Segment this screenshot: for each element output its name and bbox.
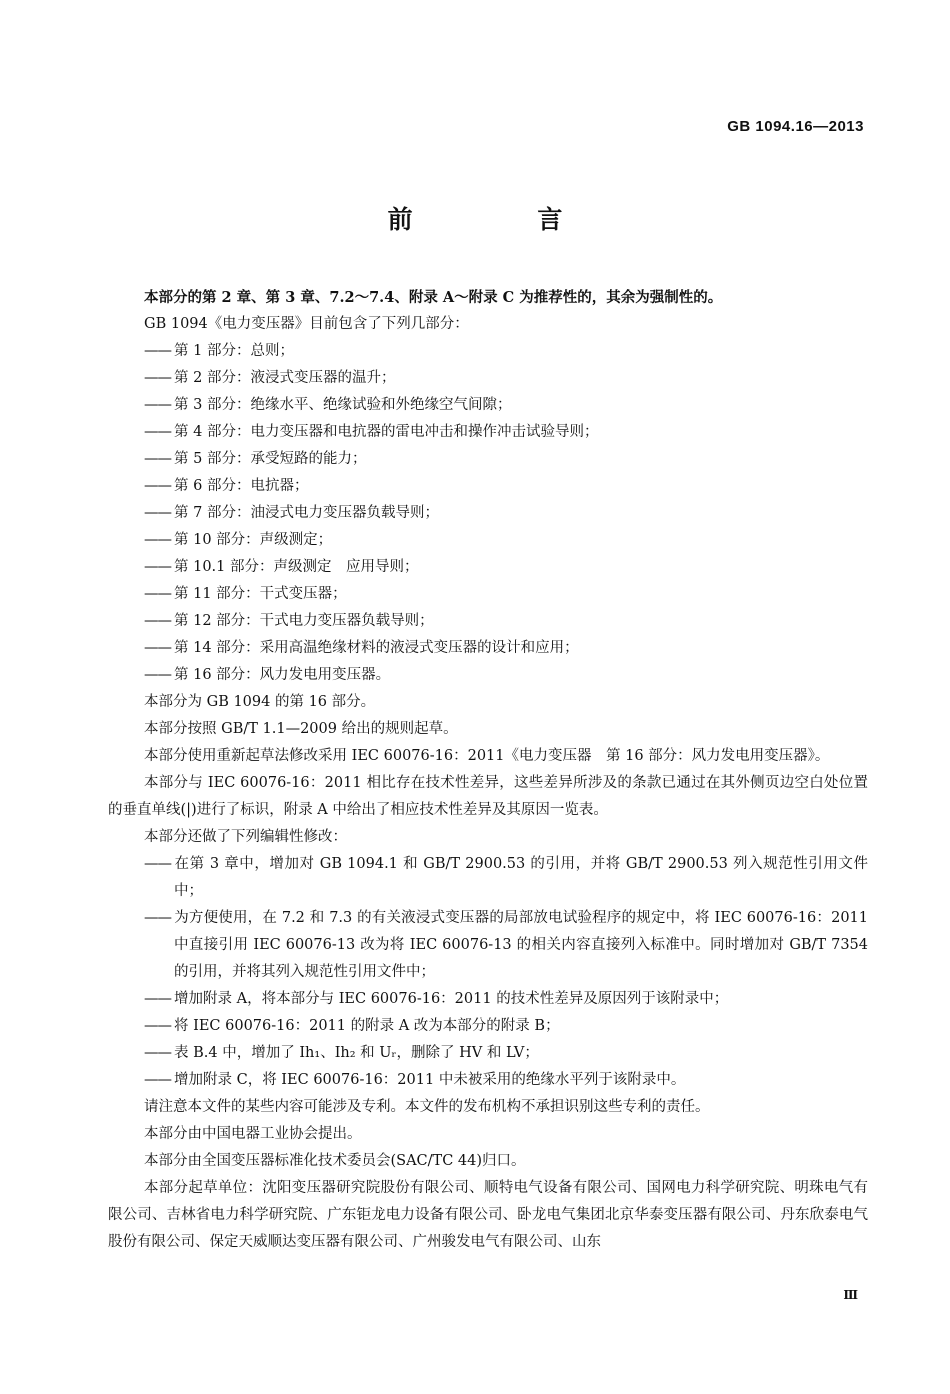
list-item: —— 第 3 部分：绝缘水平、绝缘试验和外绝缘空气间隙； <box>108 392 868 419</box>
dash-mark: —— <box>144 640 171 656</box>
paragraph-patent-notice: 请注意本文件的某些内容可能涉及专利。本文件的发布机构不承担识别这些专利的责任。 <box>144 1099 710 1115</box>
dash-mark: —— <box>144 586 171 602</box>
list-item: —— 为方便使用，在 7.2 和 7.3 的有关液浸式变压器的局部放电试验程序的规定中，将 IEC 60076-16：2011 中直接引用 IEC 60076-13 改为将 IEC 60076-13 的相关内容直接列入标准中。同时增加对 GB/T 7354 的引用，并将其列入规范性引用文件中； <box>108 905 868 986</box>
dash-mark: —— <box>144 397 171 413</box>
list-item: —— 第 2 部分：液浸式变压器的温升； <box>108 365 868 392</box>
paragraph-proposer: 本部分由中国电器工业协会提出。 <box>144 1126 362 1142</box>
paragraph-drafting-rules: 本部分按照 GB/T 1.1—2009 给出的规则起草。 <box>144 721 458 737</box>
dash-mark: —— <box>144 613 171 629</box>
paragraph-technical-differences: 本部分与 IEC 60076-16：2011 相比存在技术性差异，这些差异所涉及的条款已通过在其外侧页边空白处位置的垂直单线(|)进行了标识，附录 A 中给出了相应技术性差异及其原因一览表。 <box>108 775 868 818</box>
list-item: —— 第 10.1 部分：声级测定 应用导则； <box>108 554 868 581</box>
standard-code: GB 1094.16—2013 <box>727 118 864 135</box>
dash-mark: —— <box>144 910 171 926</box>
paragraph-part-number: 本部分为 GB 1094 的第 16 部分。 <box>144 694 376 710</box>
paragraph-drafting-units: 本部分起草单位：沈阳变压器研究院股份有限公司、顺特电气设备有限公司、国网电力科学研究院、明珠电气有限公司、吉林省电力科学研究院、广东钜龙电力设备有限公司、卧龙电气集团北京华泰变压器有限公司、丹东欣泰电气股份有限公司、保定天威顺达变压器有限公司、广州骏发电气有限公司、山东 <box>108 1180 868 1250</box>
list-item: —— 增加附录 C，将 IEC 60076-16：2011 中未被采用的绝缘水平列于该附录中。 <box>108 1067 868 1094</box>
list-item: —— 增加附录 A，将本部分与 IEC 60076-16：2011 的技术性差异及原因列于该附录中； <box>108 986 868 1013</box>
dash-mark: —— <box>144 1045 171 1061</box>
paragraph-committee: 本部分由全国变压器标准化技术委员会(SAC/TC 44)归口。 <box>144 1153 526 1169</box>
list-item: —— 第 11 部分：干式变压器； <box>108 581 868 608</box>
dash-mark: —— <box>144 505 171 521</box>
paragraph-series-intro: GB 1094《电力变压器》目前包含了下列几部分： <box>144 316 469 332</box>
dash-mark: —— <box>144 856 171 872</box>
list-item: —— 第 4 部分：电力变压器和电抗器的雷电冲击和操作冲击试验导则； <box>108 419 868 446</box>
dash-mark: —— <box>144 478 171 494</box>
foreword-body <box>108 284 868 1256</box>
paragraph-editorial-intro: 本部分还做了下列编辑性修改： <box>144 829 347 845</box>
dash-mark: —— <box>144 559 171 575</box>
list-item: —— 将 IEC 60076-16：2011 的附录 A 改为本部分的附录 B； <box>108 1013 868 1040</box>
dash-mark: —— <box>144 1018 171 1034</box>
dash-mark: —— <box>144 991 171 1007</box>
list-item: —— 在第 3 章中，增加对 GB 1094.1 和 GB/T 2900.53 的引用，并将 GB/T 2900.53 列入规范性引用文件中； <box>108 851 868 905</box>
list-item: —— 第 16 部分：风力发电用变压器。 <box>108 662 868 689</box>
list-item: —— 第 5 部分：承受短路的能力； <box>108 446 868 473</box>
page-title: 前 言 <box>387 205 621 234</box>
paragraph-recommended-parts: 本部分的第 2 章、第 3 章、7.2～7.4、附录 A～附录 C 为推荐性的，其余为强制性的。 <box>144 289 723 306</box>
dash-mark: —— <box>144 451 171 467</box>
list-item: —— 第 14 部分：采用高温绝缘材料的液浸式变压器的设计和应用； <box>108 635 868 662</box>
list-item: —— 表 B.4 中，增加了 Ih₁、Ih₂ 和 Uᵣ，删除了 HV 和 LV； <box>108 1040 868 1067</box>
list-item: —— 第 7 部分：油浸式电力变压器负载导则； <box>108 500 868 527</box>
dash-mark: —— <box>144 370 171 386</box>
dash-mark: —— <box>144 424 171 440</box>
list-item: —— 第 6 部分：电抗器； <box>108 473 868 500</box>
dash-mark: —— <box>144 667 171 683</box>
dash-mark: —— <box>144 343 171 359</box>
paragraph-adoption: 本部分使用重新起草法修改采用 IEC 60076-16：2011《电力变压器 第 16 部分：风力发电用变压器》。 <box>144 748 830 764</box>
list-item: —— 第 10 部分：声级测定； <box>108 527 868 554</box>
list-item: —— 第 1 部分：总则； <box>108 338 868 365</box>
page-number: Ⅲ <box>843 1288 858 1302</box>
list-item: —— 第 12 部分：干式电力变压器负载导则； <box>108 608 868 635</box>
dash-mark: —— <box>144 532 171 548</box>
dash-mark: —— <box>144 1072 171 1088</box>
